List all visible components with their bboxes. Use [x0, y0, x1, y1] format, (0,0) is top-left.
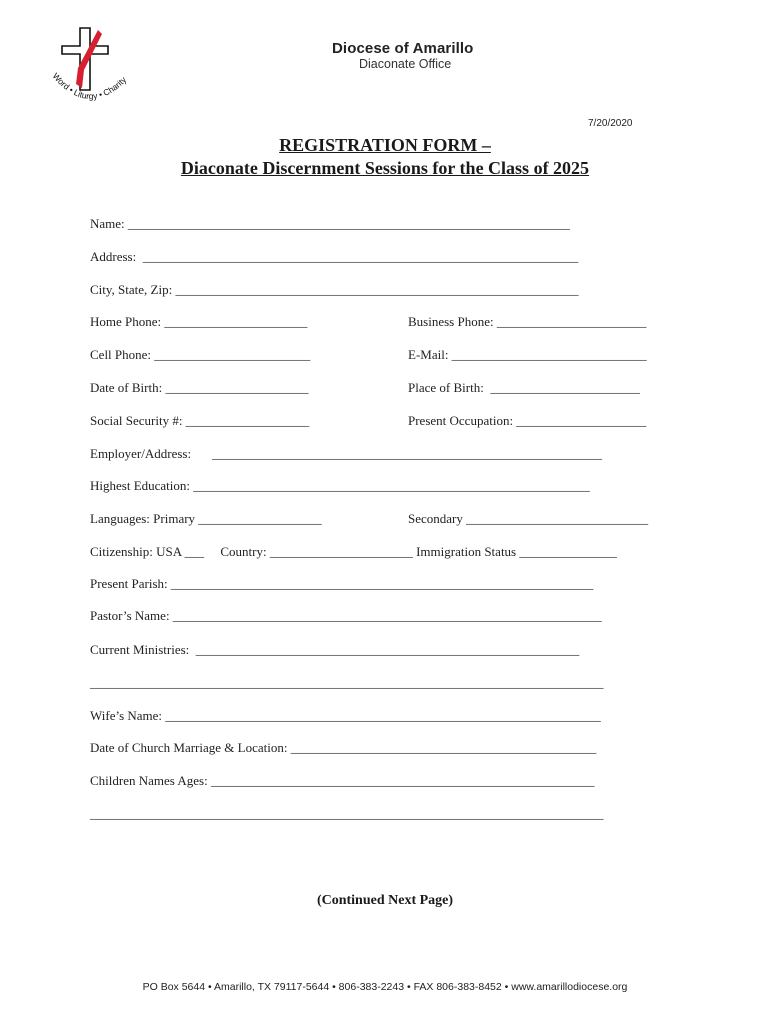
- secondary-language-field[interactable]: Secondary ____________________________: [408, 511, 649, 526]
- citizenship-field[interactable]: Citizenship: USA ___ Country: ______________________ Immigration Status _______________: [90, 544, 617, 559]
- business-phone-field[interactable]: Business Phone: _______________________: [408, 314, 647, 329]
- form-title: REGISTRATION FORM –: [279, 135, 491, 155]
- wife-name-field[interactable]: Wife’s Name: ___________________________________________________________________: [90, 708, 601, 723]
- occupation-field[interactable]: Present Occupation: ____________________: [408, 413, 647, 428]
- education-field[interactable]: Highest Education: _____________________________________________________________: [90, 478, 590, 493]
- social-security-field[interactable]: Social Security #: ___________________: [90, 413, 310, 428]
- form-subtitle: Diaconate Discernment Sessions for the Class of 2025: [180, 158, 590, 178]
- continued-note: (Continued Next Page): [316, 893, 454, 908]
- footer-contact: PO Box 5644 • Amarillo, TX 79117-5644 • 806-383-2243 • FAX 806-383-8452 • www.amarillodiocese.org: [142, 981, 628, 993]
- current-ministries-field[interactable]: Current Ministries: ___________________________________________________________: [90, 642, 580, 657]
- employer-field[interactable]: ____________________________________________________________: [212, 446, 602, 461]
- organization-block: [332, 40, 473, 71]
- address-field[interactable]: Address: ___________________________________________________________________: [90, 249, 579, 264]
- pastor-name-field[interactable]: Pastor’s Name: __________________________________________________________________: [90, 608, 602, 623]
- place-of-birth-field[interactable]: Place of Birth: _______________________: [408, 380, 640, 395]
- form-date: 7/20/2020: [588, 118, 633, 129]
- logo-motto: Word • Liturgy • Charity: [50, 70, 129, 102]
- city-state-zip-field[interactable]: City, State, Zip: ______________________________________________________________: [90, 282, 579, 297]
- email-field[interactable]: E-Mail: ______________________________: [408, 347, 647, 362]
- date-of-birth-field[interactable]: Date of Birth: ______________________: [90, 380, 309, 395]
- office-name: Diaconate Office: [359, 57, 452, 71]
- ministries-continuation-line[interactable]: _______________________________________________________________________________: [90, 675, 604, 690]
- present-parish-field[interactable]: Present Parish: _________________________________________________________________: [90, 576, 594, 591]
- cell-phone-field[interactable]: Cell Phone: ________________________: [90, 347, 311, 362]
- diocese-logo: [44, 24, 140, 110]
- primary-language-field[interactable]: Languages: Primary ___________________: [90, 511, 322, 526]
- name-field[interactable]: Name: ____________________________________________________________________: [90, 216, 570, 231]
- church-marriage-field[interactable]: Date of Church Marriage & Location: _______________________________________________: [90, 740, 597, 755]
- children-continuation-line[interactable]: _______________________________________________________________________________: [90, 806, 604, 821]
- home-phone-field[interactable]: Home Phone: ______________________: [90, 314, 308, 329]
- organization-name: Diocese of Amarillo: [332, 40, 474, 57]
- children-names-field[interactable]: Children Names Ages: ___________________________________________________________: [90, 773, 595, 788]
- employer-label: Employer/Address:: [90, 446, 192, 461]
